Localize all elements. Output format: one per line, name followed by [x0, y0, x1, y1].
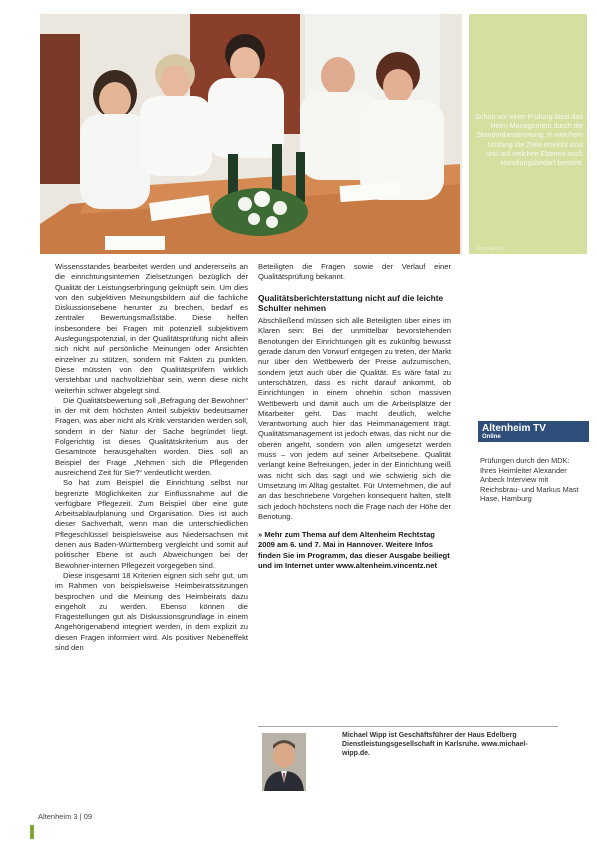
tv-description: Prüfungen durch den MDK: Ihres Heimleiter Alexander Anbeck Interview mit Reichsbrau- und Markus Mast Hase, Hamburg	[480, 456, 579, 504]
article-column-1	[55, 262, 248, 653]
article-column-2	[258, 262, 451, 571]
footer-accent-bar	[30, 825, 34, 839]
caption-panel	[469, 14, 587, 254]
altenheim-tv-banner[interactable]	[478, 421, 589, 442]
author-box	[258, 726, 558, 797]
paragraph: Beteiligten die Fragen sowie der Verlauf einer Qualitätsprüfung bekannt.	[258, 262, 451, 282]
event-teaser: » Mehr zum Thema auf dem Altenheim Rechtstag 2009 am 6. und 7. Mai in Hannover. Weitere Infos finden Sie im Programm, das dieser Ausgabe beiliegt und im Internet unter www.altenheim.vincentz.net	[258, 530, 450, 571]
group-photo	[40, 14, 462, 254]
paragraph: Wissensstandes bearbeitet werden und andererseits an die einrichtungsinternen Zielsetzungen bezüglich der Qualität der Leistungserbringung geknüpft sein. Um dies von den subjektiven Meinungsbildern auf die fachliche Diskussionsebene herunter zu brechen, bedarf es zentraler Bewertungsmaßstäbe. Diese helfen insbesondere bei Fragen mit potenziell subjektivem Auslegungspotenzial, in der Qualitätsprüfung nicht allein sich nicht auf persönliche Meinungen oder Ansichten einzelner zu stützen, sondern mit Fakten zu punkten. Diese müssten von den Qualitätsprüfern wirklich verstehbar und nachvollziehbar sein, wenn diese nicht weiterhin schwer abgelegt sind.	[55, 262, 248, 395]
tv-subtitle: Online	[482, 434, 501, 440]
author-bio: Michael Wipp ist Geschäftsführer der Haus Edelberg Dienstleistungsgesellschaft in Karlsruhe. www.michael-wipp.de.	[342, 732, 528, 757]
paragraph: Abschließend müssen sich alle Beteiligten über eines im Klaren sein: Bei der unmittelbar bevorstehenden Benotungen der Einrichtungen gilt es zukünftig bewusst gerade darum den Vorwurf entgegen zu treten, der Markt nur über den Wettbewerb der Preise aufzumischen, sondern jetzt auch über die Qualität. Es wäre fatal zu unterschätzen, dass es nicht darauf ankommt, ob Einrichtungen in einem ohnehin schon massiven Wettbewerb und damit auch um die Arbeitsplätze der Mitarbeiter geht. Das macht deutlich, welche Verantwortung auch hier das Heimmanagement trägt. Qualitätsmanagement ist jedoch etwas, das nicht nur die oberen angeht, sondern von allen umgesetzt werden muss – von jedem auf seiner Arbeitsebene. Qualität verlangt keine Befreiungen, jeder in der Einrichtung weiß was nicht sich das sagt und wie schwierig sich die Umsetzung im Alltag gestaltet. Für Unternehmen, die auf an das beschriebene Vorgehen konsequent halten, stellt sich jedoch höchstens noch die Frage nach der Höhe der Benotung.	[258, 316, 451, 521]
footer-issue: Altenheim 3 | 09	[38, 812, 93, 821]
photo-caption: Schon vor einer Prüfung lässt das Heim-Management durch die Standortbestimmung, in welchem Umfang die Ziele erreicht sind und auf welchen Ebenen noch Handlungsbedarf besteht.	[475, 112, 583, 168]
paragraph: Diese insgesamt 18 Kriterien eignen sich sehr gut, um im Rahmen von beispielsweise Heimbeiratssitzungen besprochen und die Meinung des Heimbeirats dazu eingeholt zu werden. Ebenso können die Fragestellungen gut als Diskussionsgrundlage in einem Angehörigenabend integriert werden, in dem explizit zu diesen Fragen informiert wird. Als positiver Nebeneffekt sind den	[55, 570, 248, 652]
author-portrait	[262, 733, 306, 791]
tv-title: Altenheim TV	[482, 423, 546, 434]
section-heading: Qualitätsberichterstattung nicht auf die leichte Schulter nehmen	[258, 292, 444, 314]
paragraph: So hat zum Beispiel die Einrichtung selbst nur begrenzte Möglichkeiten zur Einflussnahme auf die verfügbare Pflegezeit. Zum Beispiel über eine gute Arbeitsablaufplanung und Organisation. Dies ist auch dieser Sachverhalt, wenn man die unterschiedlichen Pflegeschlüssel beispielsweise aus Niedersachsen mit denen aus Baden-Württemberg vergleicht und somit auf politischer Ebene ist auch Abweichungen bei der Bewohner-internen Pflegezeit vorgegeben sind.	[55, 478, 248, 570]
photo-credit: Foto: Archiv	[477, 246, 504, 252]
paragraph: Die Qualitätsbewertung soll „Befragung der Bewohner“ in der mit dem höchsten Anteil subjektiv bedeutsamer Fragen, was aber nicht als Kritik verstanden werden soll, sondern in der Natur der Sache begründet liegt. Folgerichtig ist dieses Qualitätskriterium aus der Gesamtnote herausgehalten worden. Dies soll an Beispiel der Frage „Nehmen sich die Pflegenden ausreichend Zeit für Sie?“ verdeutlicht werden.	[55, 395, 248, 477]
